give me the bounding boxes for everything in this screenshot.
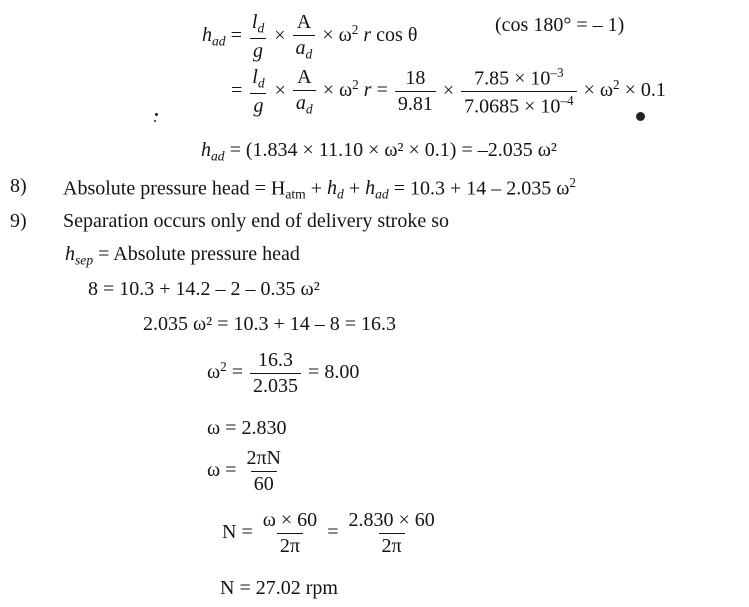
step-9-text: Separation occurs only end of delivery stroke so xyxy=(63,210,450,232)
equation-N-expression: N = $\frac{\omega \times 60}{2\pi}$ = $\frac{2.830 \times 60}{2\pi}$ xyxy=(222,510,440,557)
equation-had-substitution: = $\frac{l_d}{g}$ × $\frac{A}{a_d}$ × $\omega^2$ r = $\frac{18}{9.81}$ × $\frac{7.85 \times 10^{-3}}{7.0685 \times 10^{-4}}$ × $\omega^2 \times 0.1$ xyxy=(231,65,666,118)
equation-omega-value: ω = 2.830 xyxy=(207,417,287,439)
eq1-tail: × $\omega^2$ r cos θ xyxy=(322,22,418,47)
equation-had-result: $h_{ad} = (1.834 \times 11.10 \times \omega^2 \times 0.1) = -2.035$ ω² xyxy=(201,139,557,164)
ink-blot xyxy=(636,112,645,121)
fraction-A-over-ad-2: $\frac{A}{a_d}$ xyxy=(293,67,316,117)
fraction-omega60-over-2pi: $\frac{\omega \times 60}{2\pi}$ xyxy=(262,509,318,557)
equation-2035: 2.035 ω² = 10.3 + 14 – 8 = 16.3 xyxy=(143,313,396,335)
fraction-A-over-ad: $\frac{A}{a_d}$ xyxy=(293,12,316,62)
fraction-area-ratio: $\frac{7.85 \times 10^{-3}}{7.0685 \times 10^{-4}}$ xyxy=(461,66,576,118)
ink-speck xyxy=(154,120,156,122)
step-8-text: Absolute pressure head = $H_{atm} + h_d + h_{ad} = 10.3 + 14 - 2.035$ $\omega^2$ xyxy=(63,175,577,202)
hsep-line: $h_{sep}$ = Absolute pressure head xyxy=(65,243,300,268)
fraction-ld-over-g: $\frac{l_d}{g}$ xyxy=(251,11,265,62)
equation-omega-squared: $\omega^2$ = $\frac{16.3}{2.035}$ = 8.00 xyxy=(207,349,360,397)
fraction-2830x60-over-2pi: $\frac{2.830 \times 60}{2\pi}$ xyxy=(348,509,435,557)
step-9-number: 9) xyxy=(10,210,27,232)
equation-omega-N: ω = $\frac{2\pi N}{60}$ xyxy=(207,448,286,495)
fraction-18-over-9.81: $\frac{18}{9.81}$ xyxy=(395,68,436,115)
fraction-ld-over-g-2: $\frac{l_d}{g}$ xyxy=(252,65,265,117)
fraction-2piN-over-60: $\frac{2\pi N}{60}$ xyxy=(246,447,281,495)
had-symbol: $h_{ad}$ xyxy=(202,24,226,49)
eq1-note: (cos 180° = – 1) xyxy=(495,14,625,36)
step-8-number: 8) xyxy=(10,175,27,197)
equation-8: 8 = 10.3 + 14.2 – 2 – 0.35 ω² xyxy=(88,278,320,300)
ink-speck xyxy=(155,113,158,116)
fraction-16.3-over-2.035: $\frac{16.3}{2.035}$ xyxy=(250,350,301,397)
equation-N-result: N = 27.02 rpm xyxy=(220,577,338,599)
equation-had-definition: $h_{ad}$ = $\frac{l_d}{g}$ × $\frac{A}{a_d}$ × $\omega^2$ r cos θ xyxy=(202,11,418,62)
